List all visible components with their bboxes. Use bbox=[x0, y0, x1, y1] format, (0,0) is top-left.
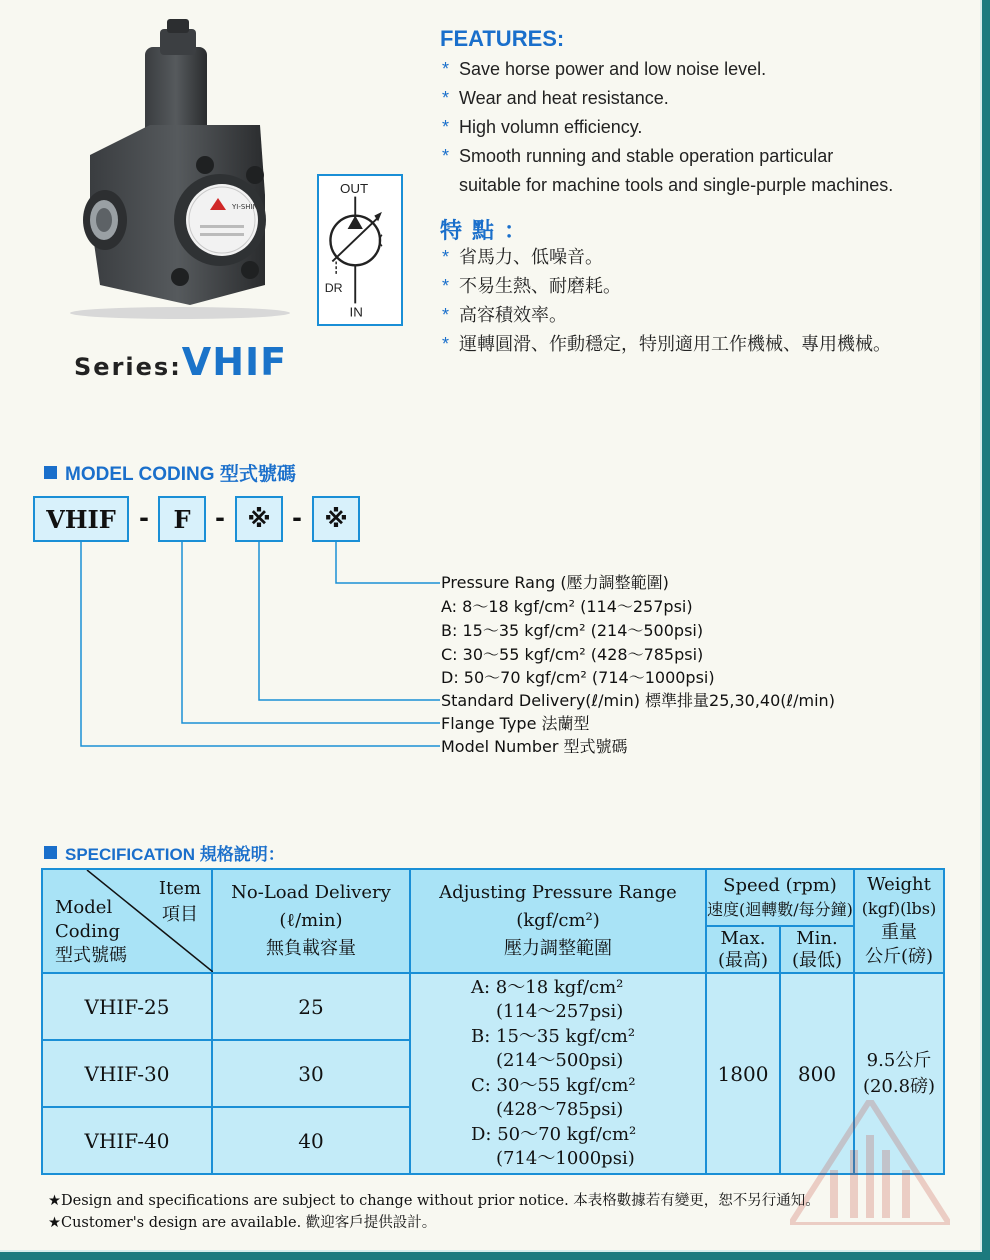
bullet-star: * bbox=[442, 305, 450, 325]
symbol-out-label: OUT bbox=[339, 180, 369, 196]
series-prefix: Series: bbox=[74, 353, 182, 381]
feature-cn-item: * 不易生熱、耐磨耗。 bbox=[442, 272, 891, 301]
header-weight: Weight (kgf)(lbs) 重量 公斤(磅) bbox=[854, 869, 944, 973]
header-model-cn: 型式號碼 bbox=[55, 945, 127, 966]
bullet-star: * bbox=[442, 247, 450, 267]
legend-pressure-range: Pressure Rang (壓力調整範圍) bbox=[441, 573, 669, 592]
bullet-star: * bbox=[442, 59, 450, 79]
code-box-pressure: ※ bbox=[312, 496, 360, 542]
feature-cn-item: * 高容積效率。 bbox=[442, 301, 891, 330]
specification-title: SPECIFICATION 規格說明： bbox=[44, 840, 285, 865]
code-dash: - bbox=[292, 504, 302, 532]
code-box-flange: F bbox=[158, 496, 206, 542]
symbol-dr-label: DR bbox=[324, 280, 343, 295]
feature-item: * High volumn efficiency. bbox=[442, 113, 893, 142]
cell-model: VHIF-40 bbox=[42, 1107, 212, 1174]
legend-pressure-d: D: 50～70 kgf/cm² (714～1000psi) bbox=[441, 668, 715, 687]
coding-connector-lines bbox=[0, 540, 450, 755]
cell-model: VHIF-25 bbox=[42, 973, 212, 1040]
code-box-delivery: ※ bbox=[235, 496, 283, 542]
header-speed-max: Max. (最高) bbox=[706, 926, 780, 973]
features-cn-list bbox=[442, 243, 891, 359]
bullet-star: * bbox=[442, 276, 450, 296]
square-bullet-icon bbox=[44, 466, 57, 479]
header-item-cn: 項目 bbox=[161, 904, 198, 925]
cell-pressure-range: A: 8～18 kgf/cm² (114～257psi) B: 15～35 kgf/cm² (214～500psi) C: 30～55 kgf/cm² (428～785psi) D: 50～70 kgf/cm² (714～1000psi) bbox=[410, 973, 706, 1174]
bullet-star: * bbox=[442, 117, 450, 137]
feature-item-continued: suitable for machine tools and single-purple machines. bbox=[459, 175, 894, 195]
features-cn-title: 特點： bbox=[440, 218, 537, 243]
cell-speed-max: 1800 bbox=[706, 973, 780, 1174]
cell-delivery: 40 bbox=[212, 1107, 410, 1174]
series-title bbox=[74, 340, 287, 384]
bullet-star: * bbox=[442, 334, 450, 354]
header-model: Model bbox=[55, 897, 113, 918]
code-dash: - bbox=[215, 504, 225, 532]
square-bullet-icon bbox=[44, 846, 57, 859]
legend-model-number: Model Number 型式號碼 bbox=[441, 737, 628, 756]
bullet-star: * bbox=[442, 88, 450, 108]
feature-item: * Wear and heat resistance. bbox=[442, 84, 893, 113]
cell-speed-min: 800 bbox=[780, 973, 854, 1174]
cell-delivery: 25 bbox=[212, 973, 410, 1040]
hydraulic-symbol bbox=[317, 174, 403, 326]
feature-item: * Smooth running and stable operation particular bbox=[442, 142, 893, 171]
photo-label: YI-SHING bbox=[232, 203, 264, 211]
feature-cn-item: * 運轉圓滑、作動穩定，特別適用工作機械、專用機械。 bbox=[442, 330, 891, 359]
feature-item: * Save horse power and low noise level. bbox=[442, 55, 893, 84]
legend-pressure-c: C: 30～55 kgf/cm² (428～785psi) bbox=[441, 645, 704, 664]
footnote-design-change: ★Design and specifications are subject to change without prior notice. 本表格數據若有變更，恕不另行通知。 bbox=[48, 1193, 820, 1209]
code-dash: - bbox=[139, 504, 149, 532]
model-coding-title: MODEL CODING 型式號碼 bbox=[44, 459, 296, 486]
header-item: Item bbox=[158, 878, 201, 899]
cell-model: VHIF-30 bbox=[42, 1040, 212, 1107]
header-coding: Coding bbox=[55, 921, 121, 942]
footnote-customer-design: ★Customer's design are available. 歡迎客戶提供設計。 bbox=[48, 1215, 437, 1231]
cell-delivery: 30 bbox=[212, 1040, 410, 1107]
bullet-star: * bbox=[442, 146, 450, 166]
cell-weight: 9.5公斤 (20.8磅) bbox=[854, 973, 944, 1174]
header-speed: Speed (rpm) 速度(迴轉數/每分鐘) bbox=[706, 869, 854, 926]
features-title: FEATURES: bbox=[440, 26, 565, 51]
feature-cn-item: * 省馬力、低噪音。 bbox=[442, 243, 891, 272]
header-speed-min: Min. (最低) bbox=[780, 926, 854, 973]
table-row bbox=[42, 973, 944, 1040]
legend-standard-delivery: Standard Delivery(ℓ/min) 標準排量25,30,40(ℓ/min) bbox=[441, 691, 835, 710]
legend-flange-type: Flange Type 法蘭型 bbox=[441, 714, 590, 733]
legend-pressure-b: B: 15～35 kgf/cm² (214～500psi) bbox=[441, 621, 704, 640]
code-box-model: VHIF bbox=[33, 496, 129, 542]
series-name: VHIF bbox=[181, 340, 288, 384]
legend-pressure-a: A: 8～18 kgf/cm² (114～257psi) bbox=[441, 597, 693, 616]
features-list bbox=[442, 55, 893, 200]
header-model-item-cell bbox=[42, 869, 212, 973]
header-delivery: No-Load Delivery (ℓ/min) 無負載容量 bbox=[212, 869, 410, 973]
symbol-in-label: IN bbox=[349, 304, 363, 320]
header-pressure: Adjusting Pressure Range (kgf/cm²) 壓力調整範圍 bbox=[410, 869, 706, 973]
pump-photo bbox=[60, 15, 350, 325]
